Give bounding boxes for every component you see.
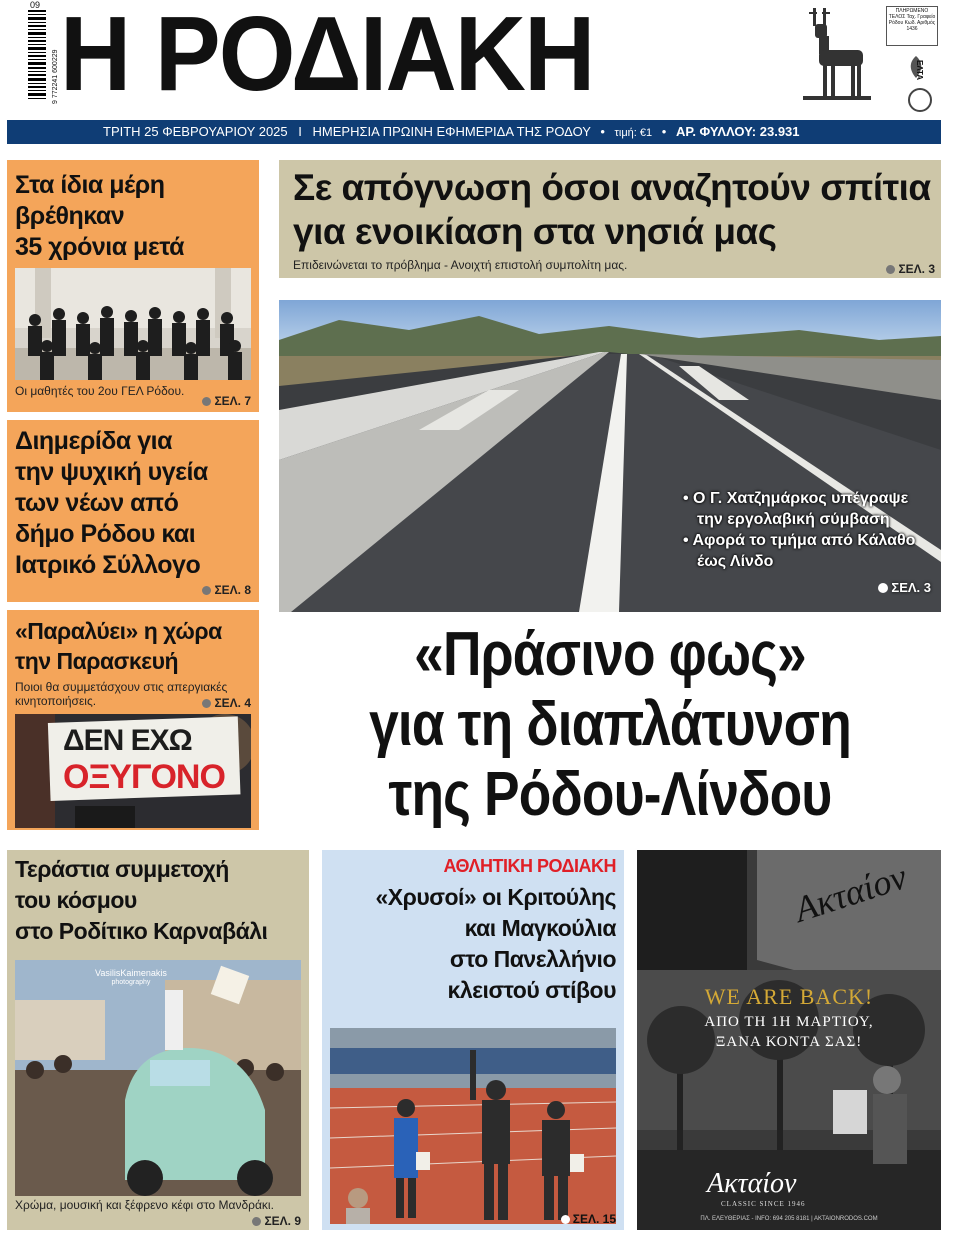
elta-text: ΕΛΤΑ [915,60,924,81]
date: ΤΡΙΤΗ 25 ΦΕΒΡΟΥΑΡΙΟΥ 2025 [103,124,288,139]
ad-brand: Ακταίον [707,1168,797,1199]
sport-headline: «Χρυσοί» οι Κριτούλης και Μαγκούλια στο Πανελλήνιο κλειστού στίβου [375,884,616,1003]
barcode-icon [26,8,50,106]
ad-line2: ΞΑΝΑ ΚΟΝΤΑ ΣΑΣ! [715,1034,863,1050]
story-strike[interactable] [7,610,259,830]
podium-image [330,1028,616,1224]
barcode [26,8,50,106]
story-rent[interactable] [279,160,941,278]
ad-tagline: CLASSIC SINCE 1946 [721,1200,806,1208]
sport-page: ΣΕΛ. 15 [561,1212,616,1226]
deer-logo [795,4,875,104]
story-carnival[interactable] [7,850,309,1230]
carnival-image [15,960,301,1196]
mental-health-headline: Διημερίδα για την ψυχική υγεία των νέων από δήμο Ρόδου και Ιατρικό Σύλλογο [15,427,208,579]
road-bullets: • Ο Γ. Χατζημάρκος υπέγραψε την εργολαβική σύμβαση • Αφορά το τμήμα από Κάλαθο έως Λίνδο [683,490,916,570]
carnival-page: ΣΕΛ. 9 [252,1214,301,1228]
mental-health-page: ΣΕΛ. 8 [202,583,251,597]
story-mental-health[interactable] [7,420,259,602]
protest-sign-line1: ΔΕΝ ΕΧΩ [63,724,192,757]
ad-sign-text: Ακταίον [789,856,912,930]
strike-caption: Ποιοι θα συμμετάσχουν στις απεργιακές κινητοποιήσεις. [15,680,228,708]
story-reunion[interactable] [7,160,259,412]
carnival-photo [15,960,301,1196]
carnival-caption: Χρώμα, μουσική και ξέφρενο κέφι στο Μανδράκι. [15,1198,274,1212]
stamp-icon [908,88,932,112]
rent-page: ΣΕΛ. 3 [886,262,935,276]
class-photo [15,268,251,380]
road-page: ΣΕΛ. 3 [878,580,931,595]
rent-headline: Σε απόγνωση όσοι αναζητούν σπίτια για ενοικίαση στα νησιά μας [293,167,931,252]
sport-kicker: ΑΘΛΗΤΙΚΗ ΡΟΔΙΑΚΗ [443,856,616,876]
photo-watermark: VasilisKaimenakis photography [95,968,167,986]
postage-box: ΠΛΗΡΩΜΕΝΟ ΤΕΛΟΣ Ταχ. Γραφείο Ρόδου Κωδ. Αριθμός 1436 [886,6,938,46]
carnival-headline: Τεράστια συμμετοχή του κόσμου στο Ροδίτικο Καρναβάλι [15,856,268,944]
reunion-headline: Στα ίδια μέρη βρέθηκαν 35 χρόνια μετά [15,171,185,261]
strike-page: ΣΕΛ. 4 [202,696,251,710]
protest-sign-line2: ΟΞΥΓΟΝΟ [63,758,225,796]
issue-small: 09 [30,0,41,10]
price: τιμή: €1 [614,127,653,139]
class-photo-image [15,268,251,380]
paper-description: ΗΜΕΡΗΣΙΑ ΠΡΩΙΝΗ ΕΦΗΜΕΡΙΔΑ ΤΗΣ ΡΟΔΟΥ [312,124,591,139]
rent-subtitle: Επιδεινώνεται το πρόβλημα - Ανοιχτή επιστολή συμπολίτη μας. [293,258,628,272]
strike-photo [15,714,251,828]
reunion-caption: Οι μαθητές του 2ου ΓΕΛ Ρόδου. [15,384,185,398]
barcode-digits: 9 772241 600229 [52,49,59,104]
strike-headline: «Παραλύει» η χώρα την Παρασκευή [15,618,222,674]
ad-aktaion[interactable] [637,850,941,1230]
reunion-page: ΣΕΛ. 7 [202,394,251,408]
ad-footer: ΠΛ. ΕΛΕΥΘΕΡΙΑΣ - INFO: 694 205 8181 | AKTAIONRODOS.COM [700,1216,878,1222]
dateline-bar: ΤΡΙΤΗ 25 ΦΕΒΡΟΥΑΡΙΟΥ 2025 I ΗΜΕΡΗΣΙΑ ΠΡΩΙΝΗ ΕΦΗΜΕΡΙΔΑ ΤΗΣ ΡΟΔΟΥ • τιμή: €1 • ΑΡ. ΦΥΛΛΟΥ: 23.931 [7,120,941,144]
deer-icon [795,4,875,104]
issue-number: ΑΡ. ΦΥΛΛΟΥ: 23.931 [675,124,800,139]
story-sport[interactable] [322,850,624,1230]
podium-photo [330,1028,616,1224]
road-photo [279,300,941,612]
main-headline[interactable]: «Πράσινο φως» για τη διαπλάτυνση της Ρόδου-Λίνδου [369,620,851,829]
ad-banner: WE ARE BACK! [704,984,874,1009]
ad-line1: ΑΠΟ ΤΗ 1Η ΜΑΡΤΙΟΥ, [704,1014,874,1030]
masthead-title: Η ΡΟΔΙΑΚΗ [60,0,594,113]
